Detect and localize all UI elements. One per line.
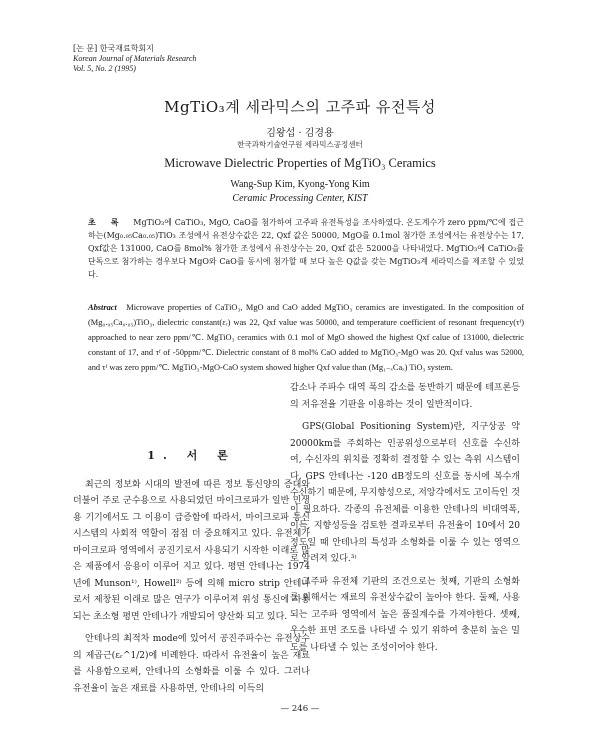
page-number: — 246 — <box>280 704 320 714</box>
paragraph: 최근의 정보화 시대의 발전에 따른 정보 통신양의 증대와 더불어 주로 군수용으로 사용되었던 마이크로파가 일반 민생용 기기에서도 그 이용이 급증함에 따라서, 마이크로파 통신시스템의 사회적 역할이 점점 더 중요해지고 있다. 유전체가 마이크로파 영역에서 공진기로서 사용되기 시작한 이래로 많은 제품에서 응용이 이루어 지고 있다. 평면 안테나는 1974년에 Munson¹⁾, Howell²⁾ 등에 의해 micro strip 안테나로서 제창된 이래로 많은 연구가 이루어져 위성 통신에 사용되는 초소형 평면 안테나가 개발되어 양산화 되고 있다. <box>73 479 310 622</box>
body-column-left <box>73 448 310 703</box>
paragraph: 안테나의 최적차 mode에 있어서 공진주파수는 유전상수의 제곱근(εᵣ^1/2)에 비례한다. 따라서 유전율이 높은 재료를 사용함으로써, 안테나의 소형화를 이룰 수 있다. 그러나 유전율이 높은 재료를 사용하면, 안테나의 이득의 <box>73 634 310 694</box>
abstract-ko-text: MgTiO₃에 CaTiO₃, MgO, CaO를 첨가하여 고주파 유전특성을 조사하였다. 온도계수가 zero ppm/℃에 접근하는(Mg₀.₉₅Ca₀.₀₅)TiO₃ 조성에서 유전상수값은 22, Qxf 값은 50000, MgO를 0.1mol 첨가한 조성에서는 유전상수는 17, Qxf값은 131000, CaO를 8mol% 첨가한 조성에서 유전상수는 20, Qxf 값은 52000을 나타내었다. MgTiO₃에 CaTiO₃를 단독으로 첨가하는 경우보다 MgO와 CaO를 동시에 첨가할 때 보다 높은 Q값을 갖는 MgTiO₃계 세라믹스를 제조할 수 있었다. <box>88 218 524 279</box>
paragraph: 고주파 유전체 기판의 조건으로는 첫째, 기판의 소형화를 위해서는 재료의 유전상수값이 높아야 한다. 둘째, 사용되는 고주파 영역에서 높은 품질계수를 가져야한다. 셋째, 우수한 표면 조도를 나타낼 수 있기 위하여 충분히 높은 밀도를 나타낼 수 있는 조성이어야 한다. <box>290 576 520 653</box>
affiliation-ko: 한국과학기술연구원 세라믹스공정센터 <box>237 140 363 149</box>
abstract-en-label: Abstract <box>88 303 117 312</box>
journal-name-ko: [논 문] 한국재료학회지 <box>73 44 154 53</box>
authors-en: Wang-Sup Kim, Kyong-Yong Kim <box>230 179 370 190</box>
authors-ko: 김왕섭 · 김경용 <box>266 128 334 139</box>
paper-title-ko: MgTiO₃계 세라믹스의 고주파 유전특성 <box>164 98 436 116</box>
abstract-en-text: Microwave properties of CaTiO₃, MgO and CaO added MgTiO₃ ceramics are investigated. In the composition of (Mg₀.₉₅Ca₀.₀₅)TiO₃, dielectric constant(εᵣ) was 22, Qxf value was 50000, and temperature coefficient of resonant frequency(τᶠ) approached to near zero ppm/℃. MgTiO₃ ceramics with 0.1 mol of MgO showed the highest Qxf calue of 131000, dielectric constant of 17, and τᶠ of -50ppm/℃. Dielectric constant of 8 mol% CaO added to MgTiO₃-MgO was 20. Qxf valus was 52000, and τᶠ was zero ppm/℃. MgTiO₃-MgO-CaO system showed higher Qxf value than (Mg₁₋ₓCaₓ) TiO₃ system. <box>88 303 525 372</box>
abstract-en <box>88 300 524 375</box>
abstract-ko <box>88 216 524 281</box>
paper-title-en: Microwave Dielectric Properties of MgTiO₃ Ceramics <box>164 156 436 170</box>
abstract-ko-label: 초 록 <box>88 217 125 227</box>
section-heading: 1. 서 론 <box>147 449 236 462</box>
journal-volume: Vol. 5, No. 2 (1995) <box>73 64 136 73</box>
paragraph: GPS(Global Positioning System)란, 지구상공 약 20000km를 주회하는 인공위성으로부터 신호를 수신하여, 수신자의 위치를 정확히 결정할 수 있는 측위 시스템이다. GPS 안테나는 -120 dB정도의 신호를 동시에 복수개 수신하기 때문에, 무지향성으로, 저앙각에서도 고이득인 것이 필요하다. 각종의 유전체를 이용한 안테나의 비대역폭, 이득, 지향성등을 검토한 결과로부터 유전율이 10에서 20 정도일 때 안테나의 특성과 소형화를 이룰 수 있는 영역으로 알려져 있다.³⁾ <box>290 422 520 564</box>
paragraph: 감소나 주파수 대역 폭의 감소를 동반하기 때문에 테프론등의 저유전율 기판을 이용하는 것이 일반적이다. <box>290 383 520 410</box>
body-column-right <box>290 380 520 662</box>
journal-name-en: Korean Journal of Materials Research <box>73 54 197 63</box>
journal-header <box>73 44 196 74</box>
affiliation-en: Ceramic Processing Center, KIST <box>232 193 368 204</box>
